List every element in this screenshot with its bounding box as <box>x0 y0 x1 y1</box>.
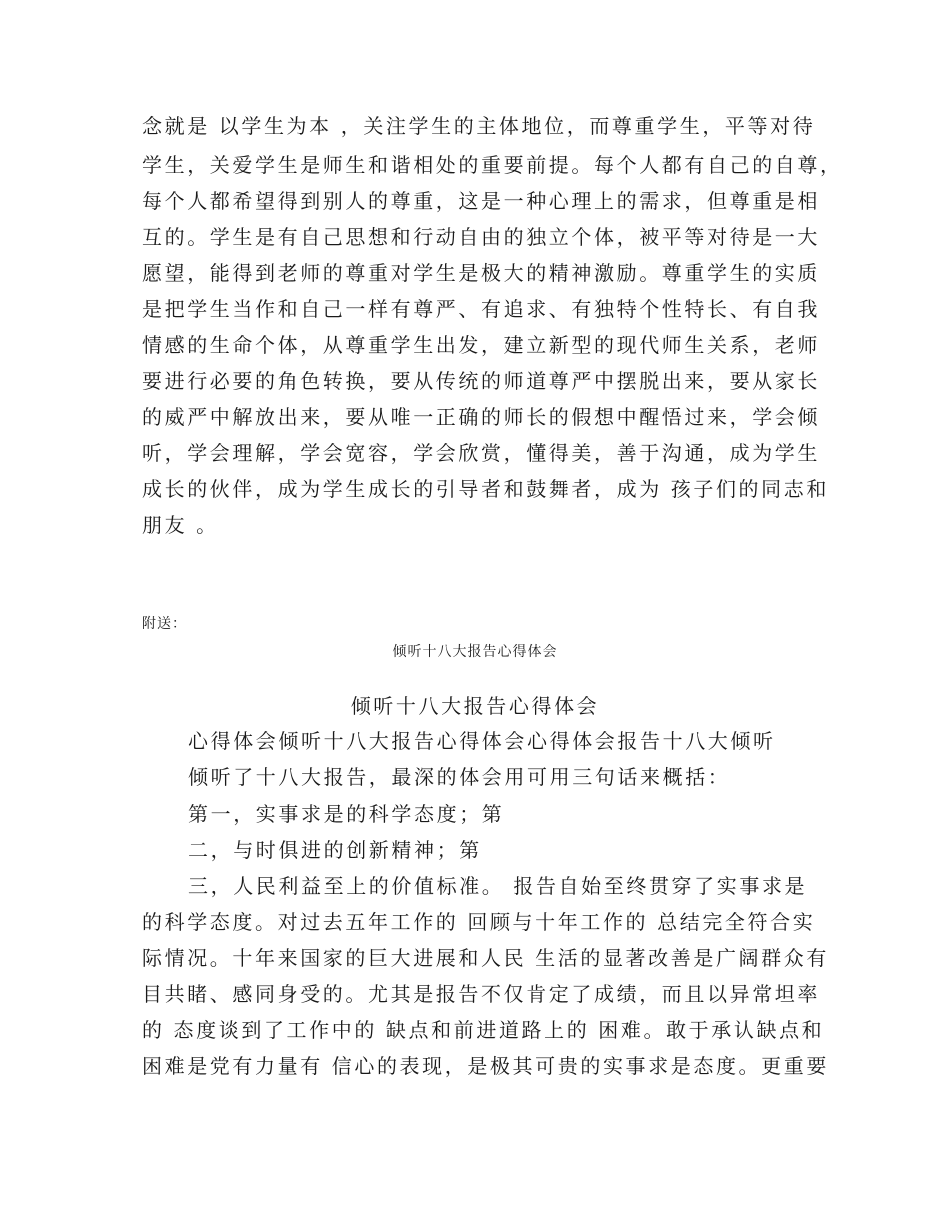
body-text-line: 三，人民利益至上的价值标准。 报告自始至终贯穿了实事求是 <box>188 874 808 898</box>
body-text-line: 际情况。十年来国家的巨大进展和人民 生活的显著改善是广阔群众有 <box>142 946 829 970</box>
body-text-line: 学生，关爱学生是师生和谐相处的重要前提。每个人都有自己的自尊， <box>142 153 843 177</box>
body-text-line: 心得体会倾听十八大报告心得体会心得体会报告十八大倾听 <box>188 729 776 753</box>
body-text-line: 目共睹、感同身受的。尤其是报告不仅肯定了成绩，而且以异常坦率 <box>142 982 820 1006</box>
body-text-line: 念就是 以学生为本 ，关注学生的主体地位，而尊重学生，平等对待 <box>142 114 816 138</box>
body-text-line: 第一，实事求是的科学态度；第 <box>188 802 505 826</box>
body-text-line: 困难是党有力量有 信心的表现，是极其可贵的实事求是态度。更重要 <box>142 1054 829 1078</box>
body-text-line: 是把学生当作和自己一样有尊严、有追求、有独特个性特长、有自我 <box>142 297 820 321</box>
body-text-line: 每个人都希望得到别人的尊重，这是一种心理上的需求，但尊重是相 <box>142 189 820 213</box>
body-text-line: 听，学会理解，学会宽容，学会欣赏，懂得美，善于沟通，成为学生 <box>142 441 820 465</box>
body-text-line: 互的。学生是有自己思想和行动自由的独立个体，被平等对待是一大 <box>142 225 820 249</box>
body-text-line: 的威严中解放出来，要从唯一正确的师长的假想中醒悟过来，学会倾 <box>142 405 820 429</box>
body-text-line: 愿望，能得到老师的尊重对学生是极大的精神激励。尊重学生的实质 <box>142 261 820 285</box>
body-text-line: 二，与时俱进的创新精神；第 <box>188 838 482 862</box>
body-text-line: 情感的生命个体，从尊重学生出发，建立新型的现代师生关系，老师 <box>142 333 820 357</box>
body-text-line: 的 态度谈到了工作中的 缺点和前进道路上的 困难。敢于承认缺点和 <box>142 1018 825 1042</box>
body-text-line: 倾听了十八大报告，最深的体会用可用三句话来概括： <box>188 765 731 789</box>
appendix-label: 附送： <box>142 616 187 632</box>
body-text-line: 的科学态度。对过去五年工作的 回顾与十年工作的 总结完全符合实 <box>142 910 816 934</box>
article-title: 倾听十八大报告心得体会 <box>350 694 600 718</box>
body-text-line: 朋友 。 <box>142 513 219 537</box>
body-text-line: 要进行必要的角色转换，要从传统的师道尊严中摆脱出来，要从家长 <box>142 369 820 393</box>
body-text-line: 成长的伙伴，成为学生成长的引导者和鼓舞者，成为 孩子们的同志和 <box>142 477 829 501</box>
appendix-small-title: 倾听十八大报告心得体会 <box>392 644 558 660</box>
